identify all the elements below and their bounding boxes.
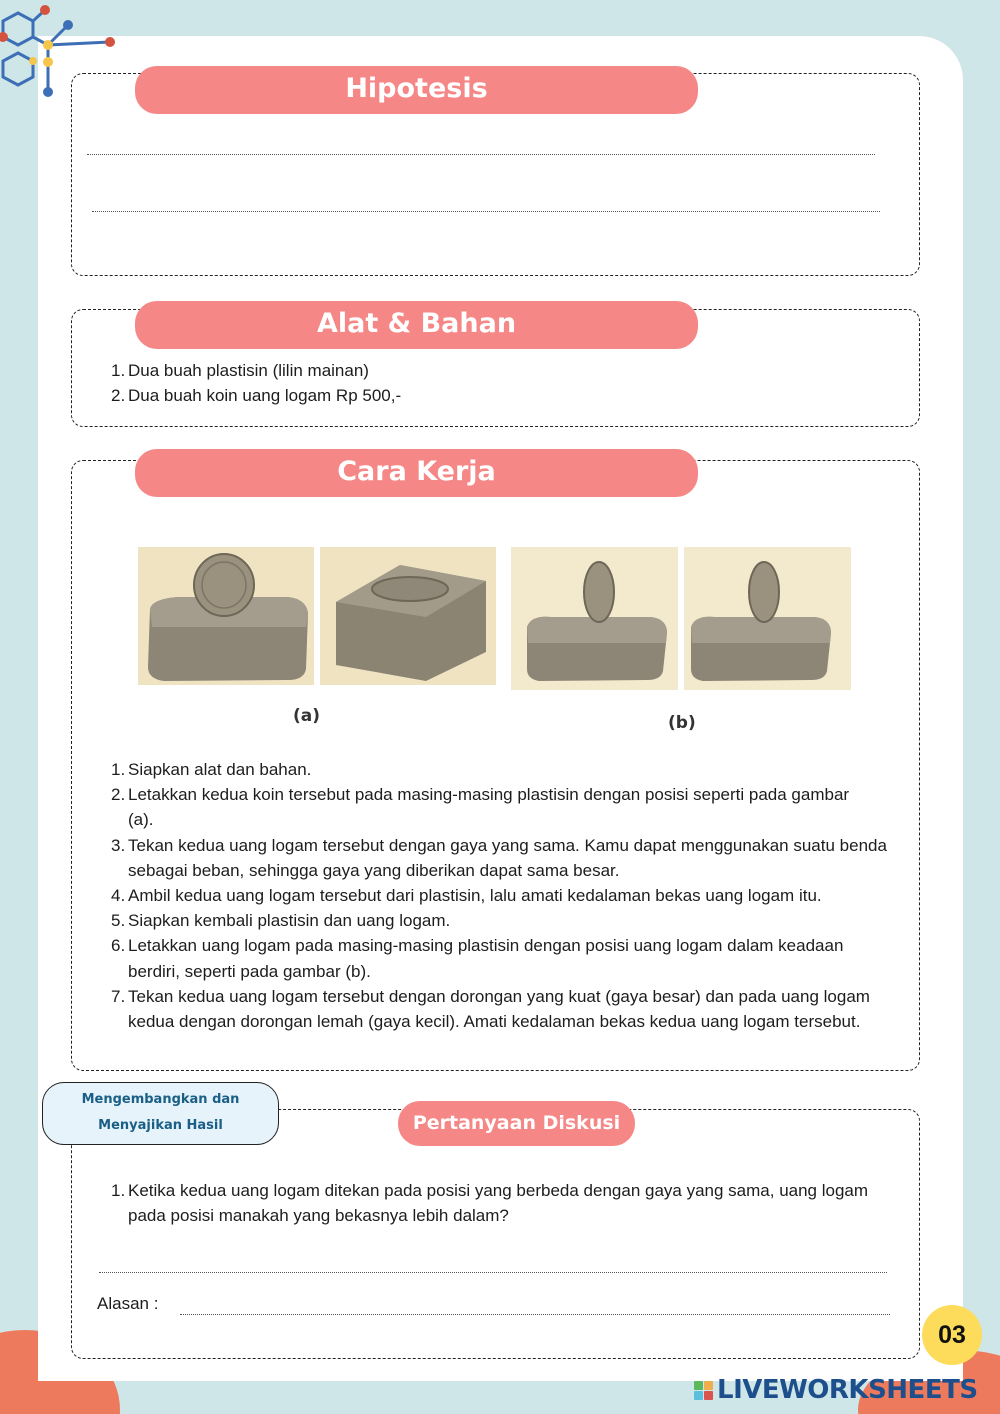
list-item: 4. Ambil kedua uang logam tersebut dari plastisin, lalu amati kedalaman bekas uang logam itu. [111,886,822,906]
alat-bahan-title: Alat & Bahan [135,301,698,349]
list-item: 6. Letakkan uang logam pada masing-masing plastisin dengan posisi uang logam dalam keadaan berdiri, seperti pada gambar (b). [111,936,844,981]
list-item: 7. Tekan kedua uang logam tersebut dengan dorongan yang kuat (gaya besar) dan pada uang logam kedua dengan dorongan lemah (gaya kecil). Amati kedalaman bekas kedua uang logam tersebut. [111,986,870,1032]
page-number-badge: 03 [922,1305,982,1365]
hipotesis-answer-line-1[interactable] [87,154,875,155]
list-item: 1. Ketika kedua uang logam ditekan pada posisi yang berbeda dengan gaya yang sama, uang logam pada posisi manakah yang bekasnya lebih dalam? [111,1181,869,1226]
alasan-label: Alasan : [97,1294,159,1313]
diskusi-questions [111,1178,891,1228]
list-item: 1. Siapkan alat dan bahan. [111,760,312,779]
list-item: 1. Dua buah plastisin (lilin mainan) [111,361,369,380]
list-item: 2. Letakkan kedua koin tersebut pada masing-masing plastisin dengan posisi seperti pada gambar (a). [111,785,850,830]
cara-kerja-title: Cara Kerja [135,449,698,497]
cara-kerja-steps [111,757,911,1034]
photo-coins-flat [138,547,496,685]
hipotesis-answer-line-2[interactable] [92,211,880,212]
diskusi-answer-line[interactable] [99,1272,887,1273]
alasan-answer-line[interactable] [180,1314,890,1315]
diskusi-title: Pertanyaan Diskusi [398,1101,635,1146]
list-item: 3. Tekan kedua uang logam tersebut dengan gaya yang sama. Kamu dapat menggunakan suatu benda sebagai beban, sehingga gaya yang diberikan dapat sama besar. [111,835,887,880]
hipotesis-title: Hipotesis [135,66,698,114]
liveworksheets-brand [694,1374,994,1406]
mengembangkan-tag: Mengembangkan dan Menyajikan Hasil [42,1082,279,1145]
photo-coins-standing [511,547,851,690]
caption-a: (a) [293,706,321,726]
list-item: 5. Siapkan kembali plastisin dan uang logam. [111,911,451,931]
caption-b: (b) [668,713,696,733]
list-item: 2. Dua buah koin uang logam Rp 500,- [111,386,402,406]
liveworksheets-logo-icon [694,1381,713,1400]
alat-bahan-list [111,358,891,408]
diskusi-section [71,1109,920,1359]
brand-name: LIVEWORKSHEETS [717,1375,978,1405]
